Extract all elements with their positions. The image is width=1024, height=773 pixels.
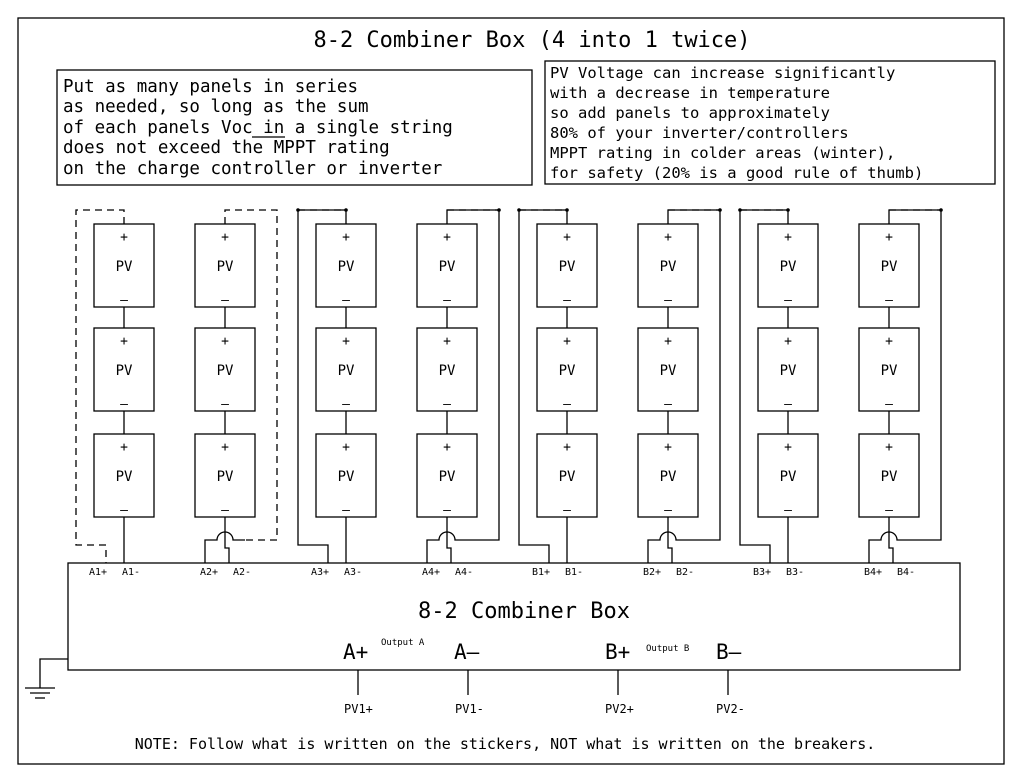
panel-label: PV bbox=[216, 469, 234, 485]
panel-minus-terminal: – bbox=[221, 397, 229, 412]
panel-plus-terminal: + bbox=[221, 334, 229, 349]
panel-plus-terminal: + bbox=[120, 440, 128, 455]
panel-plus-terminal: + bbox=[664, 230, 672, 245]
panel-minus-terminal: – bbox=[885, 293, 893, 308]
combiner-box bbox=[68, 563, 960, 670]
pv2-plus-label: PV2+ bbox=[605, 702, 634, 716]
string-minus-lead bbox=[447, 530, 451, 563]
panel-label: PV bbox=[880, 259, 898, 275]
pv-panel bbox=[195, 224, 255, 308]
terminal-label-a1-minus: A1- bbox=[122, 567, 141, 578]
pv-panel bbox=[316, 328, 376, 412]
pv-panel bbox=[758, 434, 818, 518]
panel-label: PV bbox=[558, 363, 576, 379]
panel-label: PV bbox=[216, 363, 234, 379]
panel-plus-terminal: + bbox=[563, 440, 571, 455]
terminal-label-b3-minus: B3- bbox=[786, 567, 805, 578]
panel-minus-terminal: – bbox=[120, 397, 128, 412]
output-a-minus-label: A– bbox=[454, 640, 480, 664]
pv-panel bbox=[859, 328, 919, 412]
panel-label: PV bbox=[880, 469, 898, 485]
pv-panel bbox=[417, 434, 477, 518]
panel-minus-terminal: – bbox=[664, 293, 672, 308]
panel-minus-terminal: – bbox=[563, 293, 571, 308]
pv-string-8 bbox=[859, 208, 943, 578]
pv-panel bbox=[758, 224, 818, 308]
panel-label: PV bbox=[115, 259, 133, 275]
panel-minus-terminal: – bbox=[120, 503, 128, 518]
series-rule-line-2: as needed, so long as the sum bbox=[63, 97, 369, 117]
panel-minus-terminal: – bbox=[342, 293, 350, 308]
panel-plus-terminal: + bbox=[885, 440, 893, 455]
terminal-label-b3-plus: B3+ bbox=[753, 567, 772, 578]
pv-panel bbox=[195, 434, 255, 518]
temperature-note-line-1: PV Voltage can increase significantly bbox=[550, 64, 896, 82]
output-b bbox=[605, 640, 745, 716]
pv-panel bbox=[537, 328, 597, 412]
panel-plus-terminal: + bbox=[784, 440, 792, 455]
wire-junction-dot bbox=[344, 208, 348, 212]
panel-minus-terminal: – bbox=[664, 503, 672, 518]
panel-plus-terminal: + bbox=[342, 440, 350, 455]
terminal-label-a4-minus: A4- bbox=[455, 567, 474, 578]
series-rule-line-4: does not exceed the MPPT rating bbox=[63, 138, 390, 158]
panel-label: PV bbox=[779, 259, 797, 275]
string-minus-lead bbox=[668, 530, 672, 563]
output-a-plus-label: A+ bbox=[343, 640, 369, 664]
panel-label: PV bbox=[337, 259, 355, 275]
panel-plus-terminal: + bbox=[221, 440, 229, 455]
panel-plus-terminal: + bbox=[664, 440, 672, 455]
panel-minus-terminal: – bbox=[342, 503, 350, 518]
panel-label: PV bbox=[659, 363, 677, 379]
diagram-title: 8-2 Combiner Box (4 into 1 twice) bbox=[313, 28, 751, 53]
pv2-minus-label: PV2- bbox=[716, 702, 745, 716]
pv-string-5 bbox=[517, 208, 597, 578]
pv-panel bbox=[195, 328, 255, 412]
terminal-label-b1-plus: B1+ bbox=[532, 567, 551, 578]
panel-minus-terminal: – bbox=[563, 397, 571, 412]
pv-string-4 bbox=[417, 208, 501, 578]
panel-minus-terminal: – bbox=[443, 397, 451, 412]
panel-plus-terminal: + bbox=[664, 334, 672, 349]
pv-panel bbox=[316, 224, 376, 308]
temperature-note-line-5: MPPT rating in colder areas (winter), bbox=[550, 144, 896, 162]
pv-string-2 bbox=[195, 210, 277, 578]
panel-plus-terminal: + bbox=[563, 334, 571, 349]
panel-label: PV bbox=[438, 469, 456, 485]
panel-label: PV bbox=[558, 469, 576, 485]
panel-minus-terminal: – bbox=[664, 397, 672, 412]
pv-panel bbox=[638, 434, 698, 518]
panel-minus-terminal: – bbox=[221, 293, 229, 308]
panel-plus-terminal: + bbox=[885, 334, 893, 349]
series-rule-line-3: of each panels Voc in a single string bbox=[63, 118, 453, 138]
pv-strings bbox=[76, 208, 943, 578]
panel-minus-terminal: – bbox=[885, 397, 893, 412]
pv-panel bbox=[94, 224, 154, 308]
panel-minus-terminal: – bbox=[885, 503, 893, 518]
output-b-plus-label: B+ bbox=[605, 640, 631, 664]
pv-panel bbox=[94, 328, 154, 412]
pv-panel bbox=[859, 434, 919, 518]
terminal-label-b4-minus: B4- bbox=[897, 567, 916, 578]
pv-string-6 bbox=[638, 208, 722, 578]
temperature-note-line-2: with a decrease in temperature bbox=[550, 84, 830, 102]
pv-string-3 bbox=[296, 208, 376, 578]
panel-minus-terminal: – bbox=[221, 503, 229, 518]
combiner-box-title: 8-2 Combiner Box bbox=[418, 599, 630, 624]
panel-label: PV bbox=[779, 363, 797, 379]
terminal-label-a3-minus: A3- bbox=[344, 567, 363, 578]
pv1-minus-label: PV1- bbox=[455, 702, 484, 716]
terminal-label-a3-plus: A3+ bbox=[311, 567, 330, 578]
wire-junction-dot bbox=[786, 208, 790, 212]
pv-string-7 bbox=[738, 208, 818, 578]
panel-label: PV bbox=[438, 363, 456, 379]
wire-junction-dot bbox=[565, 208, 569, 212]
panel-label: PV bbox=[216, 259, 234, 275]
pv-panel bbox=[316, 434, 376, 518]
output-b-minus-label: B– bbox=[716, 640, 742, 664]
terminal-label-b1-minus: B1- bbox=[565, 567, 584, 578]
terminal-label-a2-plus: A2+ bbox=[200, 567, 219, 578]
pv1-plus-label: PV1+ bbox=[344, 702, 373, 716]
pv-panel bbox=[537, 224, 597, 308]
panel-minus-terminal: – bbox=[443, 293, 451, 308]
panel-minus-terminal: – bbox=[120, 293, 128, 308]
panel-label: PV bbox=[337, 469, 355, 485]
ground-icon bbox=[25, 659, 68, 698]
pv-panel bbox=[417, 328, 477, 412]
terminal-label-b2-minus: B2- bbox=[676, 567, 695, 578]
panel-plus-terminal: + bbox=[784, 334, 792, 349]
series-rule-line-5: on the charge controller or inverter bbox=[63, 159, 443, 179]
panel-plus-terminal: + bbox=[443, 230, 451, 245]
panel-plus-terminal: + bbox=[342, 334, 350, 349]
panel-label: PV bbox=[558, 259, 576, 275]
terminal-label-a4-plus: A4+ bbox=[422, 567, 441, 578]
footer-note: NOTE: Follow what is written on the stickers, NOT what is written on the breakers. bbox=[134, 735, 876, 753]
panel-label: PV bbox=[659, 469, 677, 485]
pv-panel bbox=[638, 328, 698, 412]
pv-panel bbox=[417, 224, 477, 308]
panel-plus-terminal: + bbox=[120, 334, 128, 349]
panel-minus-terminal: – bbox=[784, 503, 792, 518]
panel-minus-terminal: – bbox=[784, 397, 792, 412]
panel-plus-terminal: + bbox=[221, 230, 229, 245]
pv-panel bbox=[537, 434, 597, 518]
panel-plus-terminal: + bbox=[443, 440, 451, 455]
output-a-caption: Output A bbox=[381, 638, 425, 648]
pv-panel bbox=[859, 224, 919, 308]
output-a bbox=[343, 638, 484, 716]
panel-label: PV bbox=[115, 363, 133, 379]
temperature-note-line-3: so add panels to approximately bbox=[550, 104, 830, 122]
panel-label: PV bbox=[659, 259, 677, 275]
pv-panel bbox=[638, 224, 698, 308]
series-rule-line-1: Put as many panels in series bbox=[63, 77, 359, 97]
panel-plus-terminal: + bbox=[443, 334, 451, 349]
temperature-note bbox=[545, 61, 995, 184]
series-rule-note bbox=[57, 70, 532, 185]
panel-plus-terminal: + bbox=[885, 230, 893, 245]
panel-plus-terminal: + bbox=[784, 230, 792, 245]
terminal-label-a2-minus: A2- bbox=[233, 567, 252, 578]
pv-panel bbox=[94, 434, 154, 518]
terminal-label-a1-plus: A1+ bbox=[89, 567, 108, 578]
panel-plus-terminal: + bbox=[342, 230, 350, 245]
panel-label: PV bbox=[337, 363, 355, 379]
panel-label: PV bbox=[115, 469, 133, 485]
string-minus-lead bbox=[225, 530, 229, 563]
string-minus-lead bbox=[889, 530, 893, 563]
temperature-note-line-4: 80% of your inverter/controllers bbox=[550, 124, 849, 142]
output-b-caption: Output B bbox=[646, 644, 690, 654]
terminal-label-b2-plus: B2+ bbox=[643, 567, 662, 578]
panel-minus-terminal: – bbox=[443, 503, 451, 518]
panel-plus-terminal: + bbox=[563, 230, 571, 245]
pv-panel bbox=[758, 328, 818, 412]
panel-label: PV bbox=[779, 469, 797, 485]
panel-label: PV bbox=[438, 259, 456, 275]
terminal-label-b4-plus: B4+ bbox=[864, 567, 883, 578]
temperature-note-line-6: for safety (20% is a good rule of thumb) bbox=[550, 164, 924, 182]
panel-minus-terminal: – bbox=[563, 503, 571, 518]
panel-label: PV bbox=[880, 363, 898, 379]
panel-minus-terminal: – bbox=[342, 397, 350, 412]
pv-string-1 bbox=[76, 210, 154, 578]
panel-plus-terminal: + bbox=[120, 230, 128, 245]
panel-minus-terminal: – bbox=[784, 293, 792, 308]
